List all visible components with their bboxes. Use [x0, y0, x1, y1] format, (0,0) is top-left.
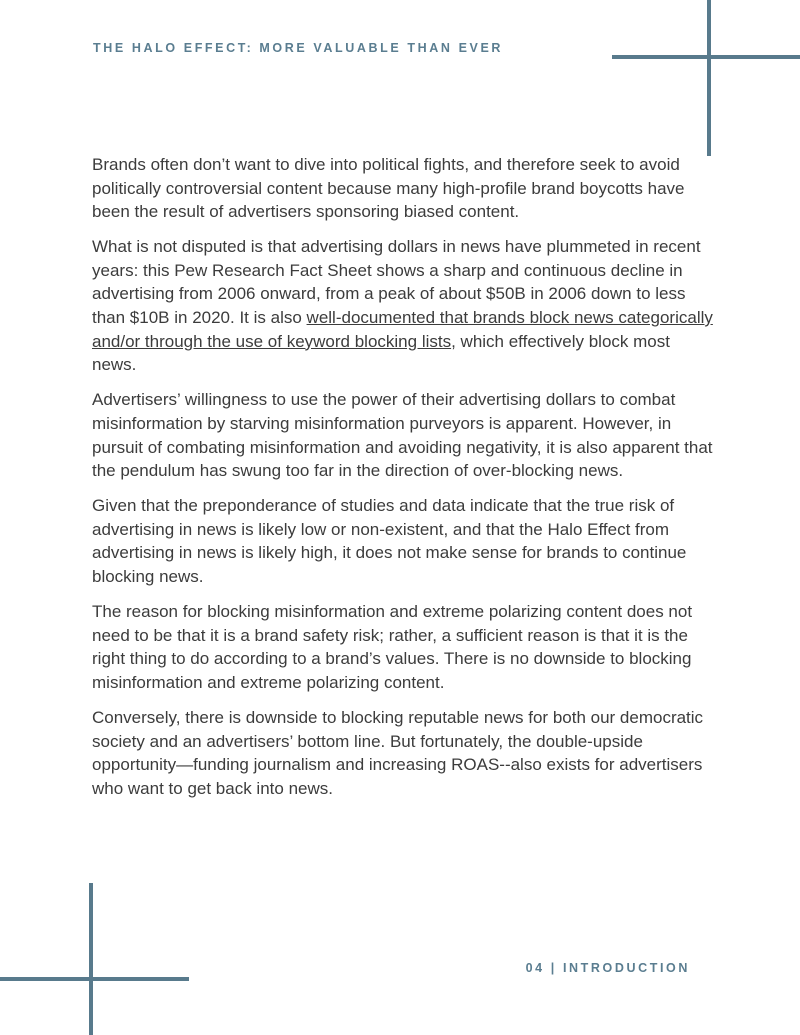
paragraph-2-text-after: , which effectively block most news. [92, 331, 670, 375]
paragraph-2 [92, 235, 714, 377]
paragraph-4: Given that the preponderance of studies and data indicate that the true risk of advertising in news is likely low or non-existent, and that the Halo Effect from advertising in news is likely high, it does not make sense for brands to continue blocking news. [92, 496, 687, 586]
top-right-vertical-rule [707, 0, 711, 156]
bottom-left-horizontal-rule [0, 977, 189, 981]
paragraph-3: Advertisers’ willingness to use the power of their advertising dollars to combat misinformation by starving misinformation purveyors is apparent. However, in pursuit of combating misinformation and avoiding negativity, it is also apparent that the pendulum has swung too far in the direction of over-blocking news. [92, 390, 713, 481]
keyword-blocking-link[interactable]: well-documented that brands block news categorically and/or through the use of keyword blocking lists [92, 308, 713, 351]
paragraph-6: Conversely, there is downside to blocking reputable news for both our democratic society and an advertisers’ bottom line. But fortunately, the double-upside opportunity—funding journalism and increasing ROAS--also exists for advertisers who want to get back into news. [92, 707, 704, 798]
bottom-left-vertical-rule [89, 883, 93, 1035]
paragraph-1: Brands often don’t want to dive into political fights, and therefore seek to avoid politically controversial content because many high-profile brand boycotts have been the result of advertisers sponsoring biased content. [92, 155, 685, 222]
paragraph-5: The reason for blocking misinformation and extreme polarizing content does not need to be that it is a brand safety risk; rather, a sufficient reason is that it is the right thing to do according to a brand’s values. There is no downside to blocking misinformation and extreme polarizing content. [92, 602, 693, 692]
paragraph-2-text-before: What is not disputed is that advertising dollars in news have plummeted in recent years: this Pew Research Fact Sheet shows a sharp and continuous decline in advertising from 2006 onward, from a peak of about $50B in 2006 down to less than $10B in 2020. It is also [92, 237, 701, 328]
page-footer: 04 | INTRODUCTION [525, 961, 690, 975]
top-right-horizontal-rule [612, 55, 800, 59]
article-body [92, 153, 714, 812]
running-header: THE HALO EFFECT: MORE VALUABLE THAN EVER [93, 41, 504, 55]
